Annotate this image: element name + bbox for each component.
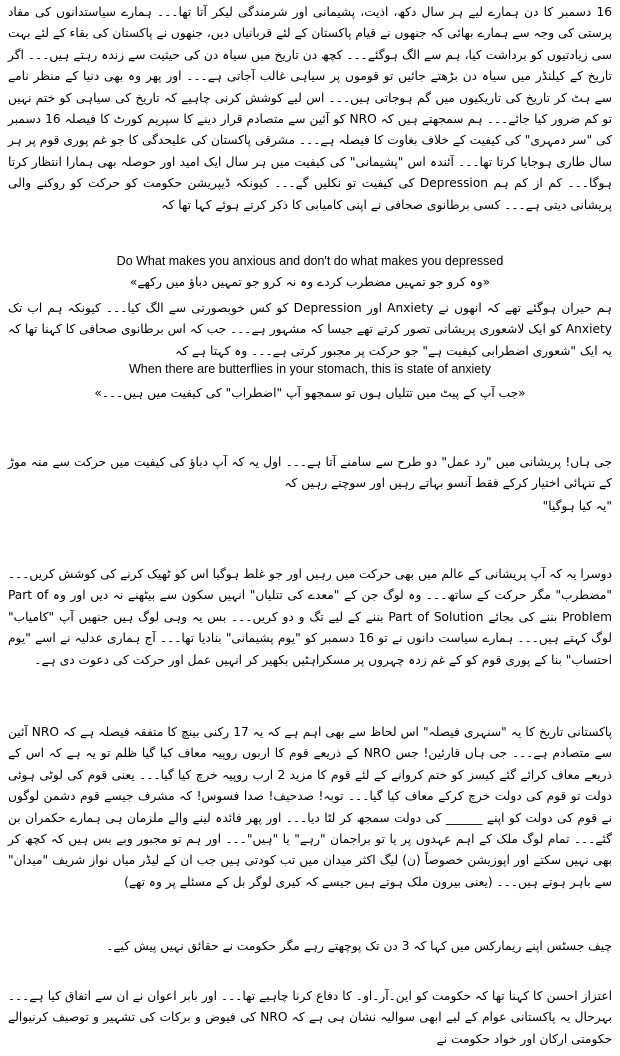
- paragraph-intro: 16 دسمبر کا دن ہمارے لیے ہر سال دکھ، اذیت، پشیمانی اور شرمندگی لیکر آتا تھا۔۔۔ ہمارے سیاستدانوں کی مفاد پرستی کی وجہ سے ہمارے بھائی کہ جنھوں نے قیام پاکستان کے لئے قربانیاں دیں، جنھوں نے پاکستان کی بقاء کے لئے بہت سی زیادتیوں کو برداشت کیا، ہم سے الگ ہوگئے۔۔۔ کچھ دن تاریخ میں سیاہ دن کی حیثیت سے زندہ رہتے ہیں۔۔۔ اگر تاریخ کے کیلنڈر میں سیاہ دن بڑھتے جائیں تو قوموں پر سیاہی غالب آجاتی ہے۔۔۔ اور پھر وہ بھی دنیا کے منظر نامے سے ہٹ کر تاریخ کی تاریکیوں میں گم ہوجاتی ہیں۔۔۔ اس لیے کوشش کرنی چاہیے کہ تاریخ کی سیاہی کو ختم نہیں تو کم ضرور کیا جائے۔۔۔ ہم سمجھتے ہیں کہ NRO کو آئین سے متصادم قرار دینے کا سپریم کورٹ کا فیصلہ 16 دسمبر کی "سر دمہری" کی کیفیت کے خلاف بغاوت کا فیصلہ ہے۔۔۔ مشرقی پاکستان کی علیحدگی کا جو غم پوری قوم پر ہر سال طاری ہوجایا کرتا تھا۔۔۔ آئندہ اس "پشیمانی" کی کیفیت میں ہر سال ایک امید اور حوصلہ بھی ہمارا انتظار کرتا ہوگا۔۔۔ کم از کم ہم Depression کی کیفیت تو نکلیں گے۔۔۔ کیونکہ ڈیپریشن حکومت کو حرکت کو روکنے والی پریشانی دیتی ہے۔۔۔ کسی برطانوی صحافی نے اپنی کامیابی کا ذکر کرتے ہوئے کہا تھا کہ: [8, 5, 613, 212]
- urdu-quote-2: «جب آپ کے پیٹ میں تتلیاں ہوں تو سمجھو آپ "اضطراب" کی کیفیت میں ہیں۔۔۔»: [94, 386, 526, 400]
- urdu-quote-1: «وہ کرو جو تمہیں مضطرب کردے وہ نہ کرو جو تمہیں دباؤ میں رکھے»: [129, 275, 491, 289]
- paragraph-nro-verdict: پاکستانی تاریخ کا یہ "سنہری فیصلہ" اس لحاظ سے بھی اہم ہے کہ یہ 17 رکنی بینچ کا متفقہ فیصلہ ہے کہ NRO آئین سے متصادم ہے۔۔۔ جی ہاں قارئین! جس NRO کے ذریعے قوم کا اربوں روپیہ معاف کیا گیا ظلم تو یہ ہے کہ اس کے ذریعے معاف کرائے گئے کیسز کو ختم کروانے کے لئے قوم کا مزید 2 ارب روپیہ خرچ کیا گیا۔۔۔ یعنی قوم کی لوٹی ہوئی دولت تو قوم کی دولت خرچ کرکے معاف کیا گیا۔۔۔ توبہ! صدحیف! صدا فسوس! کہ مشرف جیسے قوم دشمن لوگوں نے قوم کی دولت کو اپنے ______ کی دولت سمجھ کر لٹا دیا۔۔۔ اور پھر فائدہ لینے والے ملزمان ہی ہمارے حکمران بن گئے۔۔۔ تمام لوگ ملک کے اہم عہدوں پر یا تو براجمان "رہے" یا "ہیں"۔۔۔ اور ہم تو مجبور وبے بس ہیں کہ کچھ کر بھی نہیں سکتے اور اپوزیشن خصوصاً (ن) لیگ اکثر میدان میں تب کودتی ہیں جب ان کے لیڈر میاں نواز شریف "میدان" سے باہر ہوتے ہیں۔۔۔ (یعنی بیرون ملک ہوتے ہیں جیسے کہ کیری لوگر بل کے مسئلے پر وہ تھے): [8, 725, 612, 889]
- paragraph-aitzaz: اعتزاز احسن کا کہنا تھا کہ حکومت کو این۔آر۔او۔ کا دفاع کرنا چاہیے تھا۔۔۔ اور بابر اعوان نے ان سے اتفاق کیا ہے۔۔۔ بہرحال یہ پاکستانی عوام کے لیے ابھی سوالیہ نشان ہی ہے کہ NRO کی فیوض و برکات کی تشہیر و توصیف کرنیوالے حکومتی ارکان اور خواد حکومت نے: [8, 989, 612, 1046]
- paragraph-anxiety: ہم حیران ہوگئے تھے کہ انھوں نے Anxiety اور Depression کو کس خوبصورتی سے الگ کیا۔۔۔ کیونکہ ہم اب تک Anxiety کو ایک لاشعوری پریشانی تصور کرتے تھے جیسا کہ مشہور ہے۔۔۔ جب کہ اس برطانوی صحافی کا کہنا تھا کہ یہ ایک "شعوری اضطرابی کیفیت ہے" جو حرکت پر مجبور کرتی ہے۔۔۔ وہ کہتا ہے کہ: [8, 301, 612, 358]
- english-quote-1: Do What makes you anxious and don't do what makes you depressed: [116, 254, 504, 268]
- paragraph-reaction: جی ہاں! پریشانی میں "رد عمل" دو طرح سے سامنے آتا ہے۔۔۔ اول یہ کہ آپ دباؤ کی کیفیت میں حرکت سے منہ موڑ کے تنہائی اختیار کرکے فقط آنسو بہاتے رہیں اور سوچتے رہیں کہ: [8, 455, 612, 491]
- paragraph-second-reaction: دوسرا یہ کہ آپ پریشانی کے عالم میں بھی حرکت میں رہیں اور جو غلط ہوگیا اس کو ٹھیک کرنے کی کوشش کریں۔۔۔ "مضطرب" مگر حرکت کے ساتھ۔۔۔ وہ لوگ جن کے "معدے کی تتلیاں" انہیں سکون سے بیٹھنے نہ دیں اور وہ Part of Problem بننے کی بجائے Part of Solution بننے کے لیے تگ و دو کریں۔۔۔ بس یہ وہی لوگ ہیں جنھیں آپ "کامیاب" لوگ کہتے ہیں۔۔۔ ہمارے سیاست دانوں نے تو 16 دسمبر کو "یوم پشیمانی" بنادیا تھا۔۔۔ آج ہماری عدلیہ نے اسے "یوم احتساب" بنا کے پوری قوم کو کے غم زدہ چہروں پر مسکراہٹیں بکھیر کر انہیں عمل اور حرکت کی دعوت دی ہے۔: [8, 567, 612, 667]
- english-quote-2: When there are butterflies in your stomach, this is state of anxiety: [129, 362, 491, 376]
- paragraph-reaction-quote: "یہ کیا ہوگیا": [542, 499, 612, 513]
- paragraph-chief-justice: چیف جسٹس اپنے ریمارکس میں کہا کہ 3 دن تک پوچھتے رہے مگر حکومت نے حقائق نہیں پیش کیے۔: [106, 939, 612, 953]
